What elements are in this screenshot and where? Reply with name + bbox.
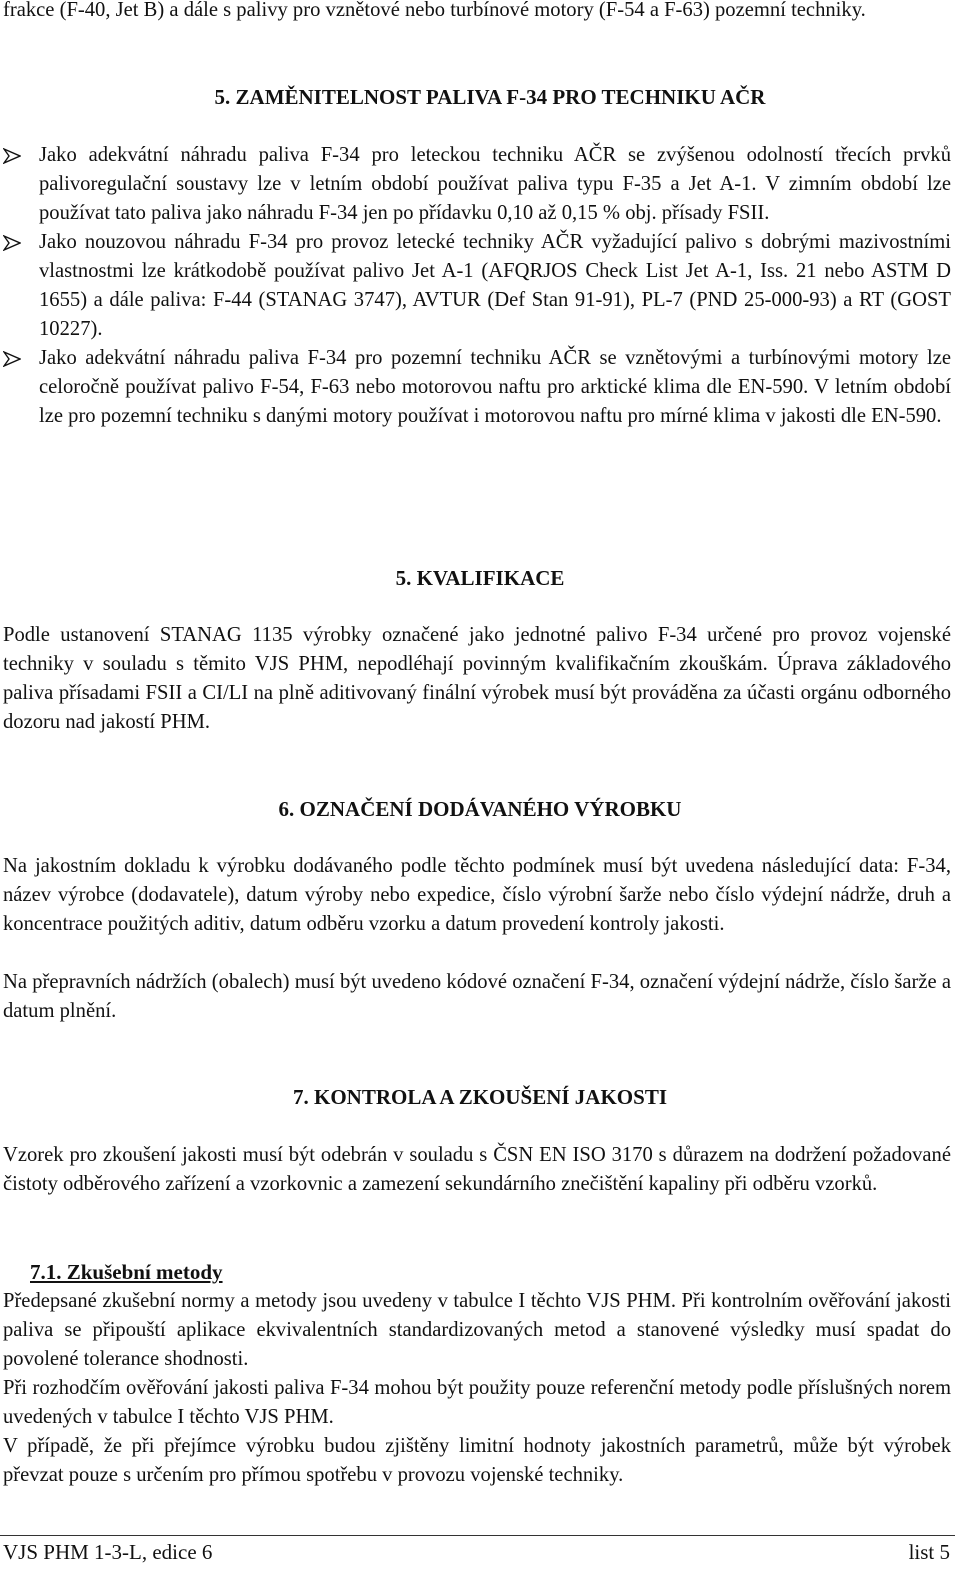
section-heading-zamenitelnost: 5. ZAMĚNITELNOST PALIVA F-34 PRO TECHNIKU AČR [214, 85, 766, 109]
kontrola-paragraph: Vzorek pro zkoušení jakosti musí být odebrán v souladu s ČSN EN ISO 3170 s důrazem na dodržení požadované čistoty odběrového zařízení a vzorkovnic a zamezení sekundárního znečištění kapaliny při odběru vzorků. [3, 1144, 951, 1195]
subsection-heading-zkusebni-metody: 7.1. Zkušební metody [30, 1260, 223, 1284]
bullet-item [3, 344, 951, 431]
footer-document-id: VJS PHM 1-3-L, edice 6 [3, 1540, 213, 1564]
bullet-item [3, 141, 951, 228]
bullet-text: Jako adekvátní náhradu paliva F-34 pro pozemní techniku AČR se vznětovými a turbínovými motory lze celoročně používat palivo F-54, F-63 nebo motorovou naftu pro arktické klima dle EN-590. V letním období lze pro pozemní techniku s danými motory používat i motorovou naftu pro mírné klima v jakosti dle EN-590. [39, 347, 951, 427]
section-heading-kontrola: 7. KONTROLA A ZKOUŠENÍ JAKOSTI [292, 1085, 667, 1109]
kvalifikace-paragraph: Podle ustanovení STANAG 1135 výrobky označené jako jednotné palivo F-34 určené pro provoz vojenské techniky v souladu s těmito VJS PHM, nepodléhají povinným kvalifikačním zkouškám. Úprava základového paliva přísadami FSII a CI/LI na plně aditivovaný finální výrobek musí být prováděna za účasti orgánu odborného dozoru nad jakostí PHM. [3, 624, 951, 733]
section-heading-oznaceni: 6. OZNAČENÍ DODÁVANÉHO VÝROBKU [278, 797, 682, 821]
zkusebni-metody-paragraph-3: V případě, že při přejímce výrobku budou zjištěny limitní hodnoty jakostních parametrů, může být výrobek převzat pouze s určením pro přímou spotřebu v provozu vojenské techniky. [3, 1435, 951, 1486]
bullet-text: Jako nouzovou náhradu F-34 pro provoz letecké techniky AČR vyžadující palivo s dobrými mazivostními vlastnostmi lze krátkodobě používat palivo Jet A-1 (AFQRJOS Check List Jet A-1, Iss. 21 nebo ASTM D 1655) a dále paliva: F-44 (STANAG 3747), AVTUR (Def Stan 91-91), PL-7 (PND 25-000-93) a RT (GOST 10227). [39, 231, 951, 340]
arrow-bullet-icon [3, 235, 21, 251]
footer-page-number: list 5 [908, 1540, 950, 1564]
oznaceni-paragraph-1: Na jakostním dokladu k výrobku dodávaného podle těchto podmínek musí být uvedena následující data: F-34, název výrobce (dodavatele), datum výroby nebo expedice, číslo výrobní šarže nebo číslo výdejní nádrže, druh a koncentrace použitých aditiv, datum odběru vzorku a datum provedení kontroly jakosti. [3, 855, 951, 935]
zamenitelnost-bullet-list [3, 141, 951, 431]
bullet-item [3, 228, 951, 344]
footer-divider [0, 1535, 955, 1536]
zkusebni-metody-paragraph-2: Při rozhodčím ověřování jakosti paliva F-34 mohou být použity pouze referenční metody podle příslušných norem uvedených v tabulce I těchto VJS PHM. [3, 1377, 951, 1428]
arrow-bullet-icon [3, 148, 21, 164]
arrow-bullet-icon [3, 351, 21, 367]
oznaceni-paragraph-2: Na přepravních nádržích (obalech) musí být uvedeno kódové označení F-34, označení výdejní nádrže, číslo šarže a datum plnění. [3, 971, 951, 1022]
intro-paragraph: frakce (F-40, Jet B) a dále s palivy pro vznětové nebo turbínové motory (F-54 a F-63) pozemní techniky. [3, 0, 866, 21]
bullet-text: Jako adekvátní náhradu paliva F-34 pro leteckou techniku AČR se zvýšenou odolností třecích prvků palivoregulační soustavy lze v letním období používat paliva typu F-35 a Jet A-1. V zimním období lze používat tato paliva jako náhradu F-34 jen po přídavku 0,10 až 0,15 % obj. přísady FSII. [39, 144, 951, 224]
zkusebni-metody-paragraph-1: Předepsané zkušební normy a metody jsou uvedeny v tabulce I těchto VJS PHM. Při kontrolním ověřování jakosti paliva se připouští aplikace ekvivalentních standardizovaných metod a stanovené výsledky musí spadat do povolené tolerance shodnosti. [3, 1290, 951, 1370]
section-heading-kvalifikace: 5. KVALIFIKACE [395, 566, 565, 590]
